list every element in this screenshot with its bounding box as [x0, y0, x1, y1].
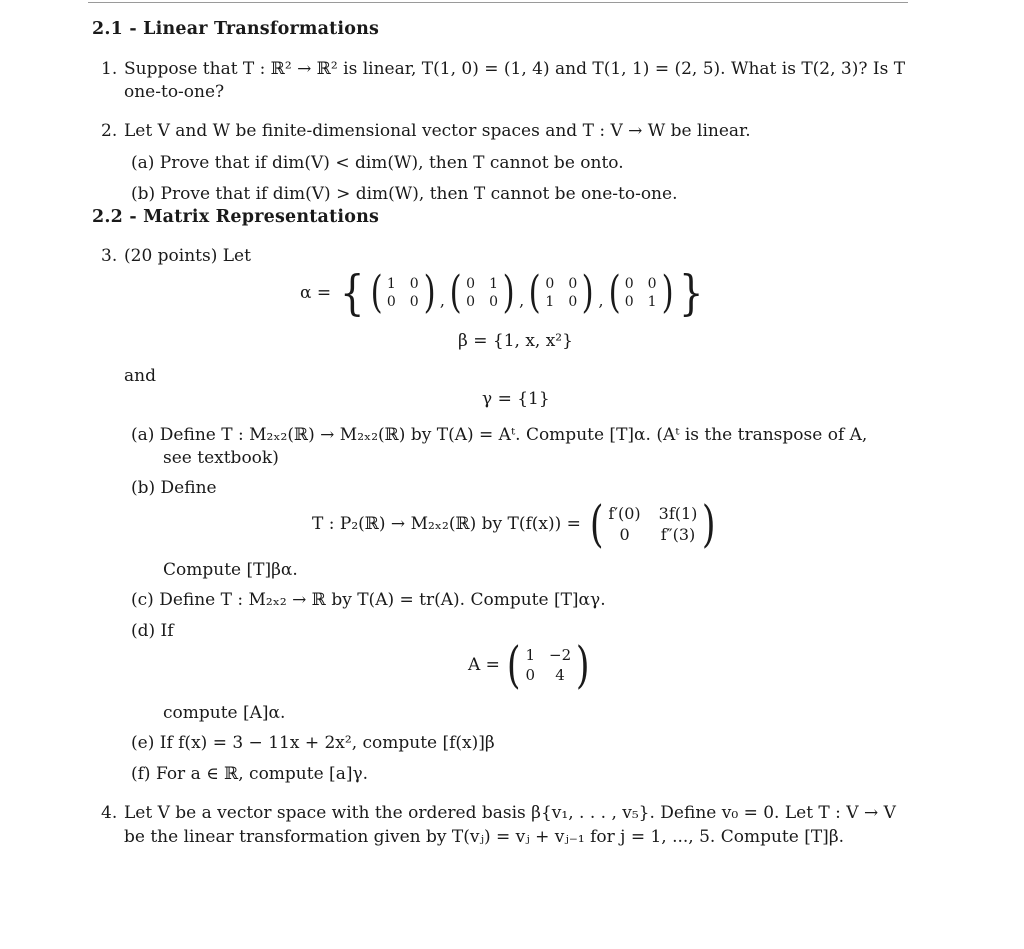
- problem-1-line-1: Suppose that T : ℝ² → ℝ² is linear, T(1, 0) = (1, 4) and T(1, 1) = (2, 5). What is T(2, 3)? Is T: [124, 59, 906, 79]
- gamma-basis: γ = {1}: [482, 389, 550, 409]
- problem-2b: (b) Prove that if dim(V) > dim(W), then T cannot be one-to-one.: [131, 184, 678, 204]
- problem-2-intro: Let V and W be finite-dimensional vector spaces and T : V → W be linear.: [124, 121, 751, 141]
- problem-3d-label: (d) If: [131, 621, 174, 641]
- top-rule: [88, 2, 908, 3]
- problem-3-intro: (20 points) Let: [124, 246, 251, 266]
- problem-2-number: 2.: [101, 121, 118, 141]
- alpha-label: α =: [300, 283, 332, 303]
- problem-3a-line-1: (a) Define T : M₂ₓ₂(ℝ) → M₂ₓ₂(ℝ) by T(A) = Aᵗ. Compute [T]α. (Aᵗ is the transpose of A,: [131, 425, 868, 445]
- problem-1-line-2: one-to-one?: [124, 82, 225, 102]
- problem-3b-map: [312, 495, 719, 553]
- section-title-linear-transformations: 2.1 - Linear Transformations: [92, 19, 380, 39]
- problem-3d-matrix-A: A = ( 1 −2 0 4 ): [468, 636, 590, 694]
- alpha-matrix-4: ( 0 0 0 1 ): [608, 267, 674, 318]
- section-title-matrix-representations: 2.2 - Matrix Representations: [92, 207, 380, 227]
- alpha-matrix-3: ( 0 0 1 0 ): [528, 267, 594, 318]
- alpha-matrix-2: ( 0 1 0 0 ): [449, 267, 515, 318]
- problem-3e: (e) If f(x) = 3 − 11x + 2x², compute [f(x)]β: [131, 733, 495, 753]
- and-text: and: [124, 366, 156, 386]
- problem-3-number: 3.: [101, 246, 118, 266]
- problem-3f: (f) For a ∈ ℝ, compute [a]γ.: [131, 764, 369, 784]
- problem-3c: (c) Define T : M₂ₓ₂ → ℝ by T(A) = tr(A). Compute [T]αγ.: [131, 590, 606, 610]
- problem-4-number: 4.: [101, 803, 118, 823]
- problem-3b-matrix: ( f′(0) 3f(1) 0 f″(3) ): [589, 495, 716, 553]
- problem-2a: (a) Prove that if dim(V) < dim(W), then T cannot be onto.: [131, 153, 624, 173]
- alpha-basis: α = { ( 1 0 0 0 ) , ( 0 1 0 0 ) , ( 0 0 1 0 ) , ( 0 0 0 1 ) }: [300, 265, 704, 321]
- problem-3b-compute: Compute [T]βα.: [163, 560, 298, 580]
- problem-4-line-1: Let V be a vector space with the ordered basis β{v₁, . . . , v₅}. Define v₀ = 0. Let T : V → V: [124, 803, 896, 823]
- alpha-matrix-1: ( 1 0 0 0 ): [370, 267, 436, 318]
- beta-basis: β = {1, x, x²}: [458, 331, 573, 351]
- problem-3d-compute: compute [A]α.: [163, 703, 286, 723]
- problem-3a-line-2: see textbook): [163, 448, 279, 468]
- problem-1-number: 1.: [101, 59, 118, 79]
- problem-3b-label: (b) Define: [131, 478, 217, 498]
- problem-3b-map-text: T : P₂(ℝ) → M₂ₓ₂(ℝ) by T(f(x)) =: [312, 514, 581, 534]
- matrix-A-label: A =: [468, 655, 500, 675]
- problem-4-line-2: be the linear transformation given by T(vⱼ) = vⱼ + vⱼ₋₁ for j = 1, ..., 5. Compute [T]β.: [124, 827, 845, 847]
